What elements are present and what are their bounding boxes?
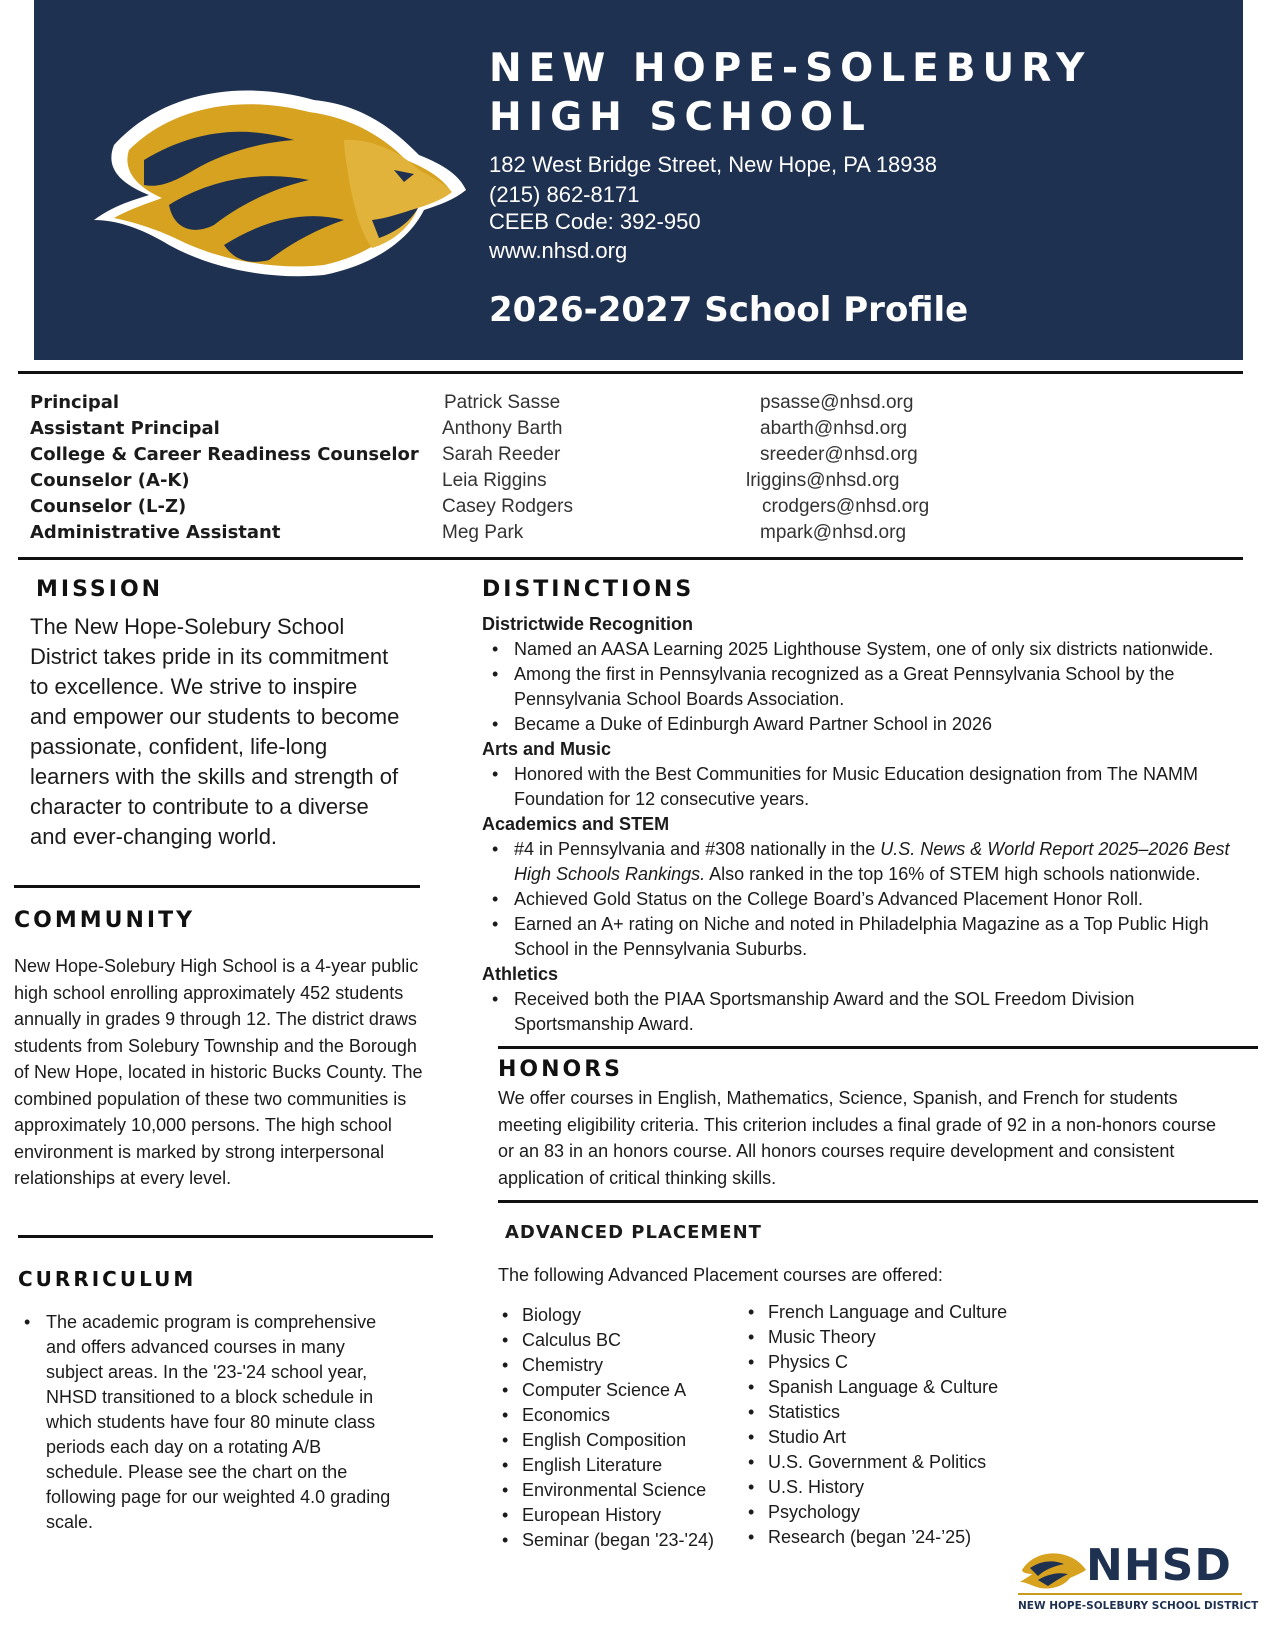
staff-row bbox=[30, 470, 1230, 496]
ap-course: • Calculus BC bbox=[500, 1328, 714, 1353]
school-name bbox=[489, 44, 1091, 142]
curriculum-item: • The academic program is comprehensive and offers advanced courses in many subject areas. In the '23-'24 school year, NHSD transitioned to a block schedule in which students have four 80 minute class periods each day on a rotating A/B schedule. Please see the chart on the following page for our weighted 4.0 grading scale. bbox=[14, 1310, 394, 1535]
school-name-line1: NEW HOPE-SOLEBURY bbox=[489, 46, 1092, 91]
ap-course: • French Language and Culture bbox=[746, 1300, 1007, 1325]
honors-text: We offer courses in English, Mathematics, Science, Spanish, and French for students meeting eligibility criteria. This criterion includes a final grade of 92 in a non-honors course or an 83 in an honors course. All honors courses require development and consistent application of critical thinking skills. bbox=[498, 1088, 1217, 1188]
curriculum-heading: CURRICULUM bbox=[18, 1267, 197, 1291]
staff-email-link[interactable]: lriggins@nhsd.org bbox=[746, 470, 900, 491]
staff-email-link[interactable]: psasse@nhsd.org bbox=[760, 392, 914, 413]
staff-title: College & Career Readiness Counselor bbox=[30, 444, 419, 465]
curriculum-list bbox=[14, 1310, 394, 1535]
athletics-label: Athletics bbox=[482, 964, 559, 984]
ap-course: • Economics bbox=[500, 1403, 714, 1428]
community-text: New Hope-Solebury High School is a 4-year public high school enrolling approximately 452 students annually in grades 9 through 12. The district draws students from Solebury Township and the Borough of New Hope, located in historic Bucks County. The combined population of these two communities is approximately 10,000 persons. The high school environment is marked by strong interpersonal relationships at every level. bbox=[14, 956, 423, 1188]
divider bbox=[18, 371, 1243, 374]
divider bbox=[18, 1235, 433, 1238]
distinctions-content bbox=[482, 612, 1262, 1037]
mission-heading: MISSION bbox=[36, 577, 164, 602]
profile-title: 2026-2027 School Profile bbox=[489, 290, 969, 330]
ap-intro: The following Advanced Placement courses are offered: bbox=[498, 1265, 943, 1285]
divider bbox=[498, 1200, 1258, 1203]
staff-email-link[interactable]: mpark@nhsd.org bbox=[760, 522, 907, 543]
distinction-item: • Among the first in Pennsylvania recognized as a Great Pennsylvania School by the Pennsylvania School Boards Association. bbox=[482, 662, 1204, 712]
staff-name: Anthony Barth bbox=[442, 418, 563, 439]
divider bbox=[14, 885, 420, 888]
ap-course: • U.S. Government & Politics bbox=[746, 1450, 1007, 1475]
academics-label: Academics and STEM bbox=[482, 814, 670, 834]
lion-mascot-logo bbox=[74, 70, 484, 280]
header-banner bbox=[34, 0, 1243, 360]
districtwide-label: Districtwide Recognition bbox=[482, 614, 694, 634]
distinction-item: • Honored with the Best Communities for Music Education designation from The NAMM Foundation for 12 consecutive years. bbox=[482, 762, 1214, 812]
staff-name: Sarah Reeder bbox=[442, 444, 561, 465]
distinctions-heading: DISTINCTIONS bbox=[482, 577, 695, 602]
staff-name: Patrick Sasse bbox=[444, 392, 561, 413]
ap-course: • U.S. History bbox=[746, 1475, 1007, 1500]
staff-email-link[interactable]: sreeder@nhsd.org bbox=[760, 444, 918, 465]
distinction-item: • Received both the PIAA Sportsmanship Award and the SOL Freedom Division Sportsmanship Award. bbox=[482, 987, 1194, 1037]
ap-course: • Seminar (began '23-'24) bbox=[500, 1528, 714, 1553]
divider bbox=[18, 557, 1243, 560]
distinction-text: Also ranked in the top 16% of STEM high schools nationwide. bbox=[705, 864, 1201, 884]
lion-mini-logo bbox=[1018, 1548, 1088, 1592]
ap-course: • European History bbox=[500, 1503, 714, 1528]
staff-title: Administrative Assistant bbox=[30, 522, 281, 543]
ap-course: • Physics C bbox=[746, 1350, 1007, 1375]
staff-title: Principal bbox=[30, 392, 120, 413]
honors-heading: HONORS bbox=[498, 1057, 624, 1082]
distinction-text: #4 in Pennsylvania and #308 nationally in the bbox=[514, 839, 881, 859]
staff-title: Counselor (A-K) bbox=[30, 470, 190, 491]
district-name: NEW HOPE-SOLEBURY SCHOOL DISTRICT bbox=[1018, 1600, 1259, 1612]
staff-email-link[interactable]: crodgers@nhsd.org bbox=[762, 496, 930, 517]
ap-course: • Studio Art bbox=[746, 1425, 1007, 1450]
distinction-item: • Earned an A+ rating on Niche and noted in Philadelphia Magazine as a Top Public High School in the Pennsylvania Suburbs. bbox=[482, 912, 1259, 962]
staff-email-link[interactable]: abarth@nhsd.org bbox=[760, 418, 908, 439]
rankings-title: U.S. News & World Report 2025–2026 Best High Schools Rankings. bbox=[514, 839, 1230, 884]
staff-row bbox=[30, 392, 1230, 418]
ap-course: • Environmental Science bbox=[500, 1478, 714, 1503]
ap-course-list-1 bbox=[500, 1303, 714, 1553]
staff-row bbox=[30, 496, 1230, 522]
ap-course: • English Literature bbox=[500, 1453, 714, 1478]
ap-course: • Psychology bbox=[746, 1500, 1007, 1525]
staff-name: Casey Rodgers bbox=[442, 496, 573, 517]
staff-row bbox=[30, 444, 1230, 470]
ap-course: • Chemistry bbox=[500, 1353, 714, 1378]
staff-title: Counselor (L-Z) bbox=[30, 496, 187, 517]
school-name-line2: HIGH SCHOOL bbox=[489, 95, 872, 140]
staff-name: Meg Park bbox=[442, 522, 524, 543]
staff-title: Assistant Principal bbox=[30, 418, 220, 439]
district-abbreviation: NHSD bbox=[1086, 1540, 1232, 1591]
distinction-item: • Named an AASA Learning 2025 Lighthouse System, one of only six districts nationwide. bbox=[482, 637, 1262, 662]
logo-underline bbox=[1018, 1593, 1242, 1595]
ap-course: • Research (began ’24-’25) bbox=[746, 1525, 1007, 1550]
distinction-item: • Became a Duke of Edinburgh Award Partner School in 2026 bbox=[482, 712, 1262, 737]
ap-course: • English Composition bbox=[500, 1428, 714, 1453]
ap-course: • Spanish Language & Culture bbox=[746, 1375, 1007, 1400]
ap-course: • Biology bbox=[500, 1303, 714, 1328]
school-website-link[interactable]: www.nhsd.org bbox=[489, 238, 628, 263]
ceeb-code: CEEB Code: 392-950 bbox=[489, 209, 701, 234]
ap-course: • Statistics bbox=[746, 1400, 1007, 1425]
ap-course: • Computer Science A bbox=[500, 1378, 714, 1403]
staff-row bbox=[30, 418, 1230, 444]
arts-label: Arts and Music bbox=[482, 739, 612, 759]
school-address: 182 West Bridge Street, New Hope, PA 18938 bbox=[489, 152, 938, 177]
mission-text: The New Hope-Solebury School District takes pride in its commitment to excellence. We strive to inspire and empower our students to become passionate, confident, life-long learners with the skills and strength of character to contribute to a diverse and ever-changing world. bbox=[30, 614, 400, 849]
staff-row bbox=[30, 522, 1230, 548]
distinction-item bbox=[482, 837, 1259, 887]
divider bbox=[498, 1046, 1258, 1049]
staff-name: Leia Riggins bbox=[442, 470, 547, 491]
distinction-item: • Achieved Gold Status on the College Board’s Advanced Placement Honor Roll. bbox=[482, 887, 1262, 912]
ap-heading: ADVANCED PLACEMENT bbox=[505, 1222, 762, 1243]
school-phone: (215) 862-8171 bbox=[489, 182, 640, 207]
community-heading: COMMUNITY bbox=[14, 908, 196, 933]
ap-course: • Music Theory bbox=[746, 1325, 1007, 1350]
ap-course-list-2 bbox=[746, 1300, 1007, 1550]
